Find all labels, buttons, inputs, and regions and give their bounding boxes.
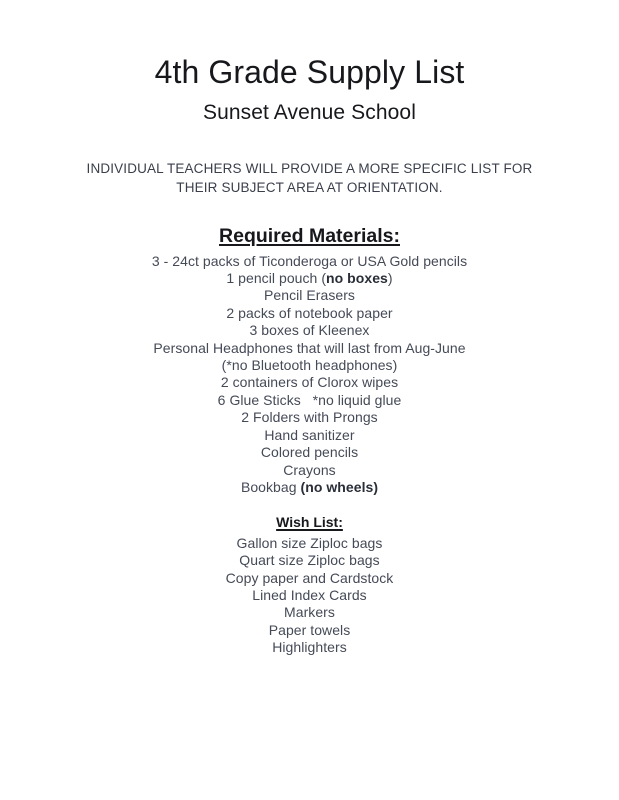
list-item: 2 containers of Clorox wipes (220, 374, 399, 391)
section-spacer (0, 496, 619, 514)
list-item: Crayons (283, 461, 336, 478)
page-title: 4th Grade Supply List (154, 54, 465, 90)
list-item: Quart size Ziploc bags (239, 552, 380, 569)
list-item: Personal Headphones that will last from Aug-June (153, 339, 466, 356)
teacher-notice-text: INDIVIDUAL TEACHERS WILL PROVIDE A MORE SPECIFIC LIST FOR THEIR SUBJECT AREA AT ORIENTATION. (86, 160, 533, 196)
required-materials-list (0, 249, 619, 497)
list-item: 2 Folders with Prongs (241, 409, 378, 426)
school-name-subtitle: Sunset Avenue School (203, 100, 416, 124)
list-item: (*no Bluetooth headphones) (221, 357, 398, 374)
list-item: Bookbag (no wheels) (240, 478, 379, 495)
list-item: Hand sanitizer (264, 426, 355, 443)
list-item: 3 - 24ct packs of Ticonderoga or USA Gold pencils (151, 252, 468, 269)
list-item: Lined Index Cards (252, 587, 367, 604)
emphasis-text: (no wheels) (300, 478, 379, 495)
list-item: Pencil Erasers (264, 287, 355, 304)
list-item: 1 pencil pouch (no boxes) (226, 270, 393, 287)
emphasis-text: no boxes (326, 270, 388, 287)
list-item: Colored pencils (260, 444, 359, 461)
required-materials-heading: Required Materials: (219, 225, 400, 248)
list-item: 3 boxes of Kleenex (249, 322, 370, 339)
list-item: Highlighters (272, 639, 347, 656)
wish-list (0, 532, 619, 657)
list-item: Paper towels (268, 621, 351, 638)
list-item: 6 Glue Sticks *no liquid glue (217, 391, 402, 408)
list-item: Markers (284, 604, 335, 621)
list-item: 2 packs of notebook paper (226, 304, 393, 321)
list-item: Gallon size Ziploc bags (236, 534, 383, 551)
wish-list-heading: Wish List: (276, 514, 343, 531)
list-item: Copy paper and Cardstock (225, 569, 394, 586)
